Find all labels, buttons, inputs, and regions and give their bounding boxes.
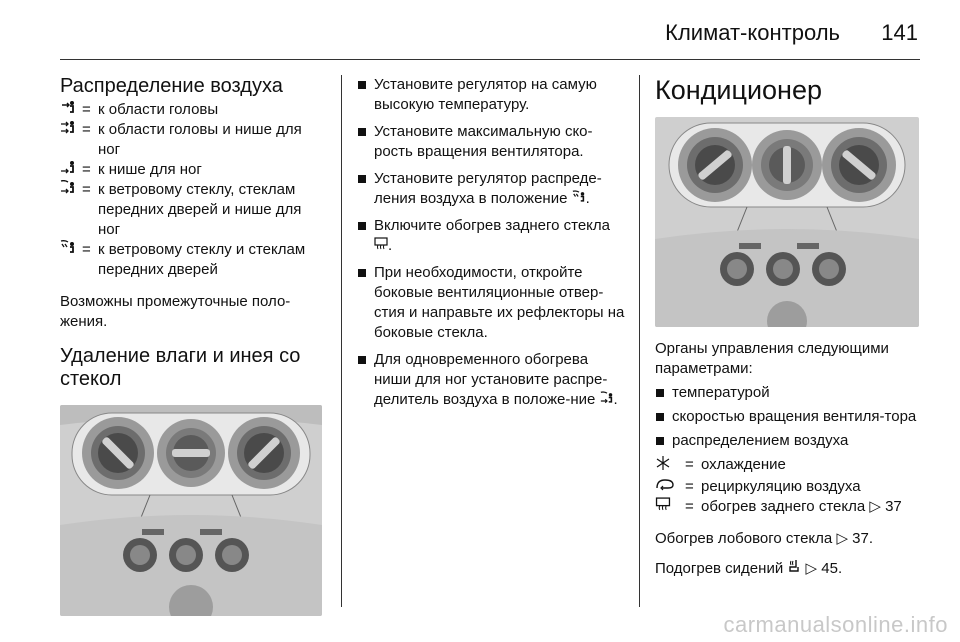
list-item: скоростью вращения вентиля-тора (655, 407, 923, 427)
list-item: = к нише для ног (60, 160, 325, 180)
ac-intro: Органы управления следующими параметрами: (655, 340, 889, 377)
list-item: Для одновременного обогрева ниши для ног установите распре-делитель воздуха в положе-ние . (357, 350, 625, 410)
defrost-steps-list (357, 75, 625, 410)
column-right (655, 75, 923, 579)
windshield-airflow-icon (572, 190, 586, 207)
list-item: = к области головы (60, 100, 325, 120)
section-heading-defrost: Удаление влаги и инея со стекол (60, 345, 301, 390)
list-item: = к области головы и нише для ног (60, 120, 325, 160)
temperature-knob-illustration (82, 417, 154, 489)
snowflake-icon (655, 455, 685, 477)
intermediate-positions-note: Возможны промежуточные поло-жения. (60, 293, 291, 330)
seat-heating-ref: Подогрев сидений ▷ 45. (655, 560, 843, 577)
list-item: Включите обогрев заднего стекла . (357, 216, 625, 256)
windshield-foot-airflow-icon (60, 180, 82, 240)
windshield-heating-ref: Обогрев лобового стекла ▷ 37. (655, 530, 874, 547)
list-item: = к ветровому стеклу, стеклам передних дверей и нише для ног (60, 180, 325, 240)
watermark: carmanualsonline.info (723, 612, 948, 637)
list-item: Установите регулятор на самую высокую температуру. (357, 75, 625, 115)
list-item: = к ветровому стеклу и стеклам передних дверей (60, 240, 325, 280)
fan-knob-illustration (157, 419, 225, 487)
column-divider (639, 75, 640, 607)
column-divider (341, 75, 342, 607)
ac-panel-illustration (655, 117, 919, 327)
foot-airflow-icon (60, 160, 82, 180)
list-item: Установите максимальную ско-рость вращения вентилятора. (357, 122, 625, 162)
page-ref-arrow-icon: ▷ (805, 560, 818, 577)
list-item: = охлаждение (655, 455, 923, 477)
page-ref-arrow-icon: ▷ (869, 498, 881, 515)
head-foot-airflow-icon (60, 120, 82, 160)
list-item: = обогрев заднего стекла ▷ 37 (655, 497, 923, 517)
page-number: 141 (881, 20, 918, 45)
list-item: распределением воздуха (655, 431, 923, 451)
column-middle (357, 75, 625, 417)
recirculation-icon (655, 477, 685, 497)
climate-panel-illustration (60, 405, 322, 616)
list-item: Установите регулятор распреде-ления воздуха в положение . (357, 169, 625, 209)
heated-seat-icon (787, 560, 801, 577)
page-ref[interactable]: 37 (885, 498, 902, 515)
list-item: температурой (655, 383, 923, 403)
ac-controls-list (655, 383, 923, 451)
ac-symbols-list (655, 455, 923, 517)
page-ref[interactable]: 45. (821, 560, 843, 577)
rear-defrost-icon (374, 237, 388, 254)
windshield-airflow-icon (60, 240, 82, 280)
list-item: При необходимости, откройте боковые вентиляционные отвер-стия и направьте их рефлекторы на боковые стекла. (357, 263, 625, 343)
rear-defrost-icon (655, 497, 685, 517)
page-ref[interactable]: 37. (852, 530, 874, 547)
air-distribution-list (60, 100, 325, 280)
page-header (60, 0, 920, 60)
column-left (60, 75, 325, 616)
section-heading-air-conditioning: Кондиционер (655, 75, 822, 105)
section-heading-air-distribution: Распределение воздуха (60, 75, 283, 97)
list-item: = рециркуляцию воздуха (655, 477, 923, 497)
page-ref-arrow-icon: ▷ (836, 530, 848, 547)
head-airflow-icon (60, 100, 82, 120)
page-title: Климат-контроль (665, 20, 840, 45)
distribution-knob-illustration (228, 417, 300, 489)
windshield-foot-airflow-icon (600, 391, 614, 408)
